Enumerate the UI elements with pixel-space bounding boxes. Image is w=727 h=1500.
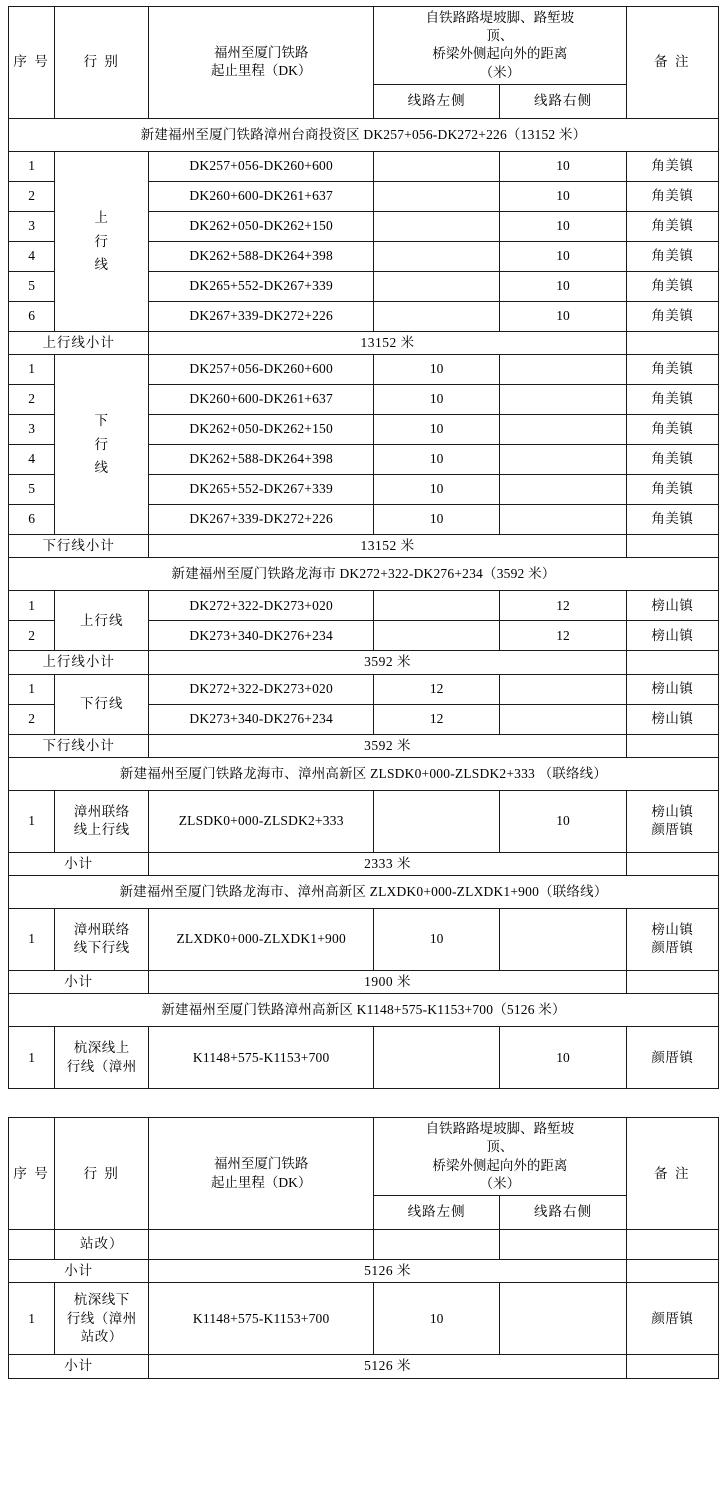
header-left-side: 线路左侧	[374, 84, 500, 118]
subtotal-row	[9, 1260, 719, 1283]
row-note: 角美镇	[626, 505, 718, 535]
row-left: 10	[374, 475, 500, 505]
row-seq: 2	[9, 385, 55, 415]
subtotal-label: 下行线小计	[9, 535, 149, 558]
header-distance-line3: 桥梁外侧起向外的距离	[432, 1157, 568, 1173]
section-title: 新建福州至厦门铁路漳州台商投资区 DK257+056-DK272+226（13152 米）	[9, 118, 719, 151]
section-title: 新建福州至厦门铁路龙海市、漳州高新区 ZLSDK0+000-ZLSDK2+333 （联络线）	[9, 757, 719, 790]
row-note: 颜厝镇	[626, 1283, 718, 1355]
subtotal-label: 小计	[9, 852, 149, 875]
row-right: 10	[500, 790, 626, 852]
row-left	[374, 211, 500, 241]
row-left: 10	[374, 415, 500, 445]
row-mileage: DK262+588-DK264+398	[149, 241, 374, 271]
section-title-row	[9, 558, 719, 591]
section-title-row	[9, 994, 719, 1027]
row-right: 12	[500, 621, 626, 651]
section-title-row	[9, 118, 719, 151]
row-note: 角美镇	[626, 151, 718, 181]
row-note-line: 颜厝镇	[651, 822, 694, 838]
railway-protection-table-part2	[8, 1117, 719, 1378]
row-right: 10	[500, 151, 626, 181]
row-note: 榜山镇	[626, 621, 718, 651]
row-seq: 5	[9, 475, 55, 505]
header-seq: 序 号	[9, 1118, 55, 1230]
subtotal-row	[9, 852, 719, 875]
row-right	[500, 475, 626, 505]
subtotal-note	[626, 331, 718, 354]
line-label-char: 上	[94, 209, 109, 225]
row-right	[500, 1283, 626, 1355]
header-distance-line1: 自铁路路堤坡脚、路堑坡	[425, 1121, 575, 1137]
row-mileage: ZLXDK0+000-ZLXDK1+900	[149, 908, 374, 970]
row-right	[500, 505, 626, 535]
line-label-line: 杭深线下	[73, 1292, 130, 1308]
row-seq: 1	[9, 908, 55, 970]
row-seq: 1	[9, 355, 55, 385]
row-note: 榜山镇	[626, 591, 718, 621]
row-mileage: DK272+322-DK273+020	[149, 591, 374, 621]
row-seq: 2	[9, 181, 55, 211]
row-seq: 1	[9, 1283, 55, 1355]
row-seq: 6	[9, 301, 55, 331]
line-label-line: 站改）	[80, 1328, 123, 1344]
line-label-char: 线	[94, 257, 109, 273]
row-right	[500, 415, 626, 445]
table-row	[9, 674, 719, 704]
row-note-line: 榜山镇	[651, 804, 694, 820]
header-left-side: 线路左侧	[374, 1196, 500, 1230]
row-right: 10	[500, 1027, 626, 1089]
row-note: 角美镇	[626, 355, 718, 385]
row-seq: 4	[9, 445, 55, 475]
row-line-type	[55, 355, 149, 535]
subtotal-label: 下行线小计	[9, 734, 149, 757]
row-left	[374, 621, 500, 651]
row-line-type: 站改）	[55, 1230, 149, 1260]
row-mileage: DK273+340-DK276+234	[149, 704, 374, 734]
subtotal-value: 13152 米	[149, 535, 626, 558]
row-left: 10	[374, 908, 500, 970]
subtotal-note	[626, 535, 718, 558]
row-line-type	[55, 1027, 149, 1089]
row-line-type: 下行线	[55, 674, 149, 734]
header-distance-line4: （米）	[479, 1175, 521, 1191]
header-remark: 备 注	[626, 7, 718, 119]
row-note: 榜山镇	[626, 704, 718, 734]
row-note: 角美镇	[626, 385, 718, 415]
row-right: 10	[500, 211, 626, 241]
row-right	[500, 704, 626, 734]
header-mileage	[149, 1118, 374, 1230]
subtotal-label: 小计	[9, 1260, 149, 1283]
row-line-type	[55, 151, 149, 331]
row-right	[500, 385, 626, 415]
railway-protection-table-part1	[8, 6, 719, 1089]
line-label-char: 行	[94, 233, 109, 249]
row-left: 10	[374, 385, 500, 415]
row-line-type	[55, 908, 149, 970]
row-right	[500, 1230, 626, 1260]
subtotal-value: 5126 米	[149, 1260, 626, 1283]
header-distance-line1: 自铁路路堤坡脚、路堑坡	[425, 10, 575, 25]
row-seq: 2	[9, 704, 55, 734]
header-right-side: 线路右侧	[500, 84, 626, 118]
row-seq: 1	[9, 1027, 55, 1089]
row-right: 12	[500, 591, 626, 621]
subtotal-value: 3592 米	[149, 651, 626, 674]
header-mileage-line1: 福州至厦门铁路	[213, 1156, 309, 1172]
subtotal-value: 5126 米	[149, 1355, 626, 1378]
row-note: 角美镇	[626, 241, 718, 271]
row-mileage: DK262+050-DK262+150	[149, 415, 374, 445]
table-header-row-1	[9, 7, 719, 85]
header-distance-title	[374, 1118, 627, 1196]
row-seq: 3	[9, 415, 55, 445]
table-row	[9, 591, 719, 621]
subtotal-note	[626, 1355, 718, 1378]
row-right: 10	[500, 271, 626, 301]
header-line-type: 行 别	[55, 7, 149, 119]
subtotal-label: 小计	[9, 1355, 149, 1378]
line-label-char: 行	[94, 436, 109, 452]
line-label-char: 线	[94, 460, 109, 476]
subtotal-row	[9, 734, 719, 757]
row-left	[374, 271, 500, 301]
table-row-continuation	[9, 1230, 719, 1260]
section-title-row	[9, 875, 719, 908]
row-left	[374, 151, 500, 181]
subtotal-note	[626, 852, 718, 875]
row-left	[374, 591, 500, 621]
row-mileage: DK260+600-DK261+637	[149, 385, 374, 415]
subtotal-value: 1900 米	[149, 970, 626, 993]
row-seq: 4	[9, 241, 55, 271]
subtotal-value: 3592 米	[149, 734, 626, 757]
row-seq: 1	[9, 591, 55, 621]
table-row	[9, 151, 719, 181]
header-distance-title	[374, 7, 627, 85]
header-mileage-line2: 起止里程（DK）	[210, 1174, 312, 1190]
row-line-type	[55, 790, 149, 852]
row-note: 颜厝镇	[626, 1027, 718, 1089]
subtotal-value: 2333 米	[149, 852, 626, 875]
row-seq: 2	[9, 621, 55, 651]
row-note: 角美镇	[626, 415, 718, 445]
row-mileage: DK262+050-DK262+150	[149, 211, 374, 241]
row-left: 10	[374, 445, 500, 475]
row-mileage: DK265+552-DK267+339	[149, 475, 374, 505]
row-seq	[9, 1230, 55, 1260]
row-note: 角美镇	[626, 211, 718, 241]
row-mileage: DK260+600-DK261+637	[149, 181, 374, 211]
row-seq: 6	[9, 505, 55, 535]
line-label-line: 线下行线	[73, 940, 130, 956]
row-right: 10	[500, 241, 626, 271]
table-row	[9, 1027, 719, 1089]
row-left	[374, 1230, 500, 1260]
subtotal-note	[626, 734, 718, 757]
header-seq: 序 号	[9, 7, 55, 119]
subtotal-value: 13152 米	[149, 331, 626, 354]
row-mileage: DK267+339-DK272+226	[149, 505, 374, 535]
row-note: 角美镇	[626, 301, 718, 331]
table-row	[9, 790, 719, 852]
header-remark: 备 注	[626, 1118, 718, 1230]
row-note-line: 榜山镇	[651, 922, 694, 938]
header-right-side: 线路右侧	[500, 1196, 626, 1230]
section-title-row	[9, 757, 719, 790]
subtotal-row	[9, 331, 719, 354]
row-mileage: DK262+588-DK264+398	[149, 445, 374, 475]
row-right	[500, 445, 626, 475]
header-distance-line2: 顶、	[486, 1139, 514, 1155]
row-right	[500, 674, 626, 704]
row-note: 角美镇	[626, 445, 718, 475]
section-title: 新建福州至厦门铁路漳州高新区 K1148+575-K1153+700（5126 米）	[9, 994, 719, 1027]
subtotal-row	[9, 970, 719, 993]
row-seq: 1	[9, 790, 55, 852]
row-note	[626, 790, 718, 852]
subtotal-note	[626, 651, 718, 674]
row-seq: 3	[9, 211, 55, 241]
row-mileage: DK267+339-DK272+226	[149, 301, 374, 331]
row-line-type: 上行线	[55, 591, 149, 651]
header-mileage-line1: 福州至厦门铁路	[213, 45, 309, 61]
header-mileage-line2: 起止里程（DK）	[210, 63, 312, 79]
header-distance-line4: （米）	[479, 64, 521, 80]
table-row	[9, 355, 719, 385]
header-line-type: 行 别	[55, 1118, 149, 1230]
subtotal-row	[9, 651, 719, 674]
header-mileage	[149, 7, 374, 119]
line-label-char: 下	[94, 413, 109, 429]
row-left	[374, 181, 500, 211]
row-left: 10	[374, 355, 500, 385]
row-mileage: ZLSDK0+000-ZLSDK2+333	[149, 790, 374, 852]
line-label-line: 行线（漳州	[66, 1310, 137, 1326]
row-note	[626, 1230, 718, 1260]
subtotal-row	[9, 535, 719, 558]
subtotal-label: 小计	[9, 970, 149, 993]
row-mileage: DK257+056-DK260+600	[149, 355, 374, 385]
row-left	[374, 241, 500, 271]
row-mileage: DK265+552-DK267+339	[149, 271, 374, 301]
subtotal-row	[9, 1355, 719, 1378]
row-left: 12	[374, 674, 500, 704]
line-label-line: 漳州联络	[73, 804, 130, 820]
line-label-line: 线上行线	[73, 822, 130, 838]
row-mileage: K1148+575-K1153+700	[149, 1027, 374, 1089]
row-mileage: DK273+340-DK276+234	[149, 621, 374, 651]
row-left	[374, 301, 500, 331]
row-left	[374, 1027, 500, 1089]
row-note: 角美镇	[626, 181, 718, 211]
table-row	[9, 1283, 719, 1355]
row-note: 榜山镇	[626, 674, 718, 704]
header-distance-line2: 顶、	[486, 28, 514, 44]
table-row	[9, 908, 719, 970]
row-seq: 1	[9, 674, 55, 704]
row-right: 10	[500, 301, 626, 331]
row-mileage: K1148+575-K1153+700	[149, 1283, 374, 1355]
row-note: 角美镇	[626, 475, 718, 505]
row-note	[626, 908, 718, 970]
line-label-line: 漳州联络	[73, 922, 130, 938]
subtotal-note	[626, 970, 718, 993]
section-title: 新建福州至厦门铁路龙海市 DK272+322-DK276+234（3592 米）	[9, 558, 719, 591]
header-distance-line3: 桥梁外侧起向外的距离	[432, 46, 568, 62]
line-label-line: 行线（漳州	[66, 1058, 137, 1074]
subtotal-label: 上行线小计	[9, 331, 149, 354]
row-line-type	[55, 1283, 149, 1355]
section-title: 新建福州至厦门铁路龙海市、漳州高新区 ZLXDK0+000-ZLXDK1+900（联络线）	[9, 875, 719, 908]
row-seq: 5	[9, 271, 55, 301]
table-header-row-1	[9, 1118, 719, 1196]
row-right	[500, 355, 626, 385]
row-right: 10	[500, 181, 626, 211]
row-right	[500, 908, 626, 970]
row-mileage: DK257+056-DK260+600	[149, 151, 374, 181]
row-note-line: 颜厝镇	[651, 940, 694, 956]
subtotal-label: 上行线小计	[9, 651, 149, 674]
row-mileage: DK272+322-DK273+020	[149, 674, 374, 704]
row-left: 10	[374, 1283, 500, 1355]
page-break-gap	[8, 1089, 719, 1117]
row-seq: 1	[9, 151, 55, 181]
subtotal-note	[626, 1260, 718, 1283]
row-mileage	[149, 1230, 374, 1260]
row-left: 10	[374, 505, 500, 535]
row-left: 12	[374, 704, 500, 734]
row-left	[374, 790, 500, 852]
row-note: 角美镇	[626, 271, 718, 301]
line-label-line: 杭深线上	[73, 1040, 130, 1056]
